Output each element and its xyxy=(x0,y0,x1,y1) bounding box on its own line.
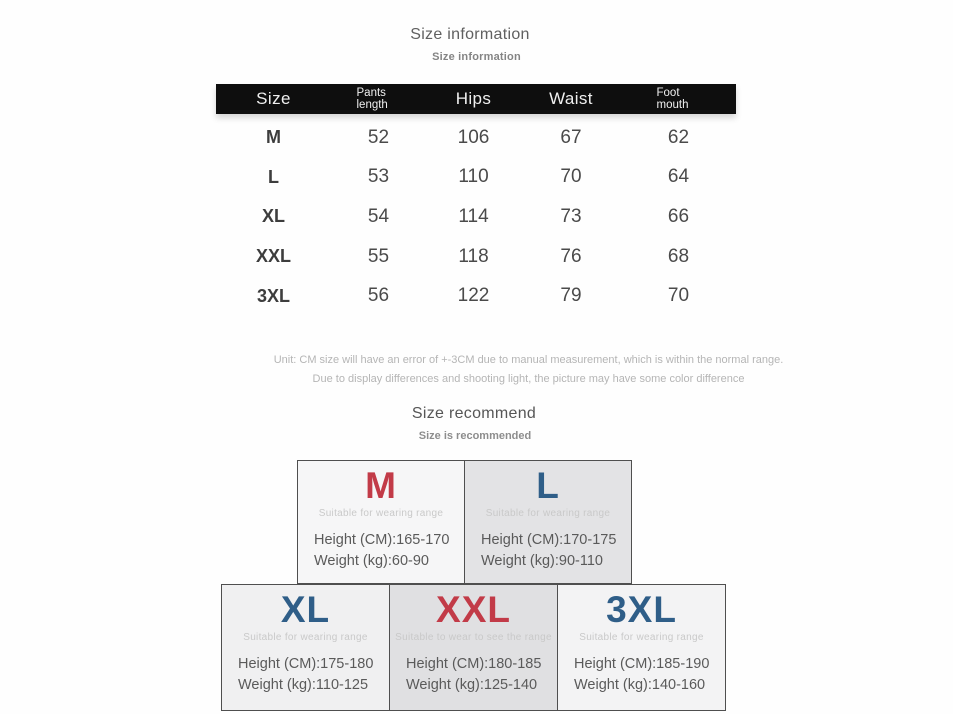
card-height-range: Height (CM):175-180 xyxy=(238,655,374,672)
card-size-label: XXL xyxy=(436,589,511,630)
card-size-label: XL xyxy=(280,589,331,630)
cell-pants-length: 52 xyxy=(367,126,390,148)
table-row-xxl xyxy=(216,237,736,277)
table-row-l xyxy=(216,158,736,198)
recommend-card-xxl xyxy=(389,584,558,711)
card-measurements xyxy=(390,654,557,696)
cell-pants-length: 56 xyxy=(367,285,390,307)
recommend-card-xl xyxy=(221,584,390,711)
cell-size: 3XL xyxy=(256,285,290,306)
cell-foot-mouth: 64 xyxy=(667,166,690,188)
measurement-notes xyxy=(52,351,953,388)
card-height-range: Height (CM):165-170 xyxy=(314,531,450,548)
card-weight-range: Weight (kg):110-125 xyxy=(238,676,369,693)
column-header-hips: Hips xyxy=(455,89,492,108)
size-table-body xyxy=(216,118,736,316)
cell-pants-length: 54 xyxy=(367,205,390,227)
cell-foot-mouth: 70 xyxy=(667,285,690,307)
card-weight-range: Weight (kg):90-110 xyxy=(481,552,603,569)
card-weight-range: Weight (kg):125-140 xyxy=(406,676,538,693)
card-range-label: Suitable to wear to see the range xyxy=(395,631,552,643)
recommend-title: Size recommend xyxy=(411,405,537,422)
column-header-foot-mouth-label: Foot mouth xyxy=(656,86,689,111)
card-height-range: Height (CM):170-175 xyxy=(481,531,617,548)
recommend-subtitle: Size is recommended xyxy=(418,430,532,442)
cell-pants-length: 53 xyxy=(367,166,390,188)
column-header-foot-mouth xyxy=(657,87,701,112)
card-size-label: M xyxy=(365,465,397,506)
cell-foot-mouth: 62 xyxy=(667,126,690,148)
note-color-difference: Due to display differences and shooting light, the picture may have some color difference xyxy=(312,372,745,385)
page-title: Size information xyxy=(410,26,530,43)
card-measurements xyxy=(465,530,631,572)
cell-foot-mouth: 66 xyxy=(667,205,690,227)
cell-waist: 70 xyxy=(560,166,582,188)
recommend-card-m xyxy=(297,460,465,584)
table-row-xl xyxy=(216,197,736,237)
cell-size: XL xyxy=(261,206,285,227)
table-row-m xyxy=(216,118,736,158)
column-header-pants-length-label: Pants length xyxy=(356,86,388,111)
recommend-cards-bottom-row xyxy=(221,584,726,711)
cell-waist: 76 xyxy=(560,245,582,267)
cell-hips: 118 xyxy=(458,245,489,267)
card-range-label: Suitable for wearing range xyxy=(318,507,444,519)
card-size-label: 3XL xyxy=(606,589,677,630)
column-header-size: Size xyxy=(256,89,291,108)
card-measurements xyxy=(298,530,464,572)
note-unit-tolerance: Unit: CM size will have an error of +-3CM due to manual measurement, which is within the normal range. xyxy=(273,354,784,366)
cell-waist: 67 xyxy=(560,126,582,148)
recommend-card-3xl xyxy=(557,584,726,711)
cell-foot-mouth: 68 xyxy=(667,245,690,267)
cell-hips: 114 xyxy=(458,205,489,227)
cell-size: XXL xyxy=(255,246,291,267)
recommend-cards-top-row xyxy=(297,460,632,584)
cell-hips: 106 xyxy=(457,126,490,148)
card-height-range: Height (CM):185-190 xyxy=(574,655,710,672)
cell-waist: 79 xyxy=(560,285,582,307)
card-height-range: Height (CM):180-185 xyxy=(406,655,542,672)
card-weight-range: Weight (kg):60-90 xyxy=(314,552,429,569)
card-range-label: Suitable for wearing range xyxy=(579,631,704,643)
card-range-label: Suitable for wearing range xyxy=(485,507,611,519)
card-measurements xyxy=(222,654,389,696)
cell-hips: 110 xyxy=(458,166,489,188)
card-size-label: L xyxy=(536,465,560,506)
page-subtitle: Size information xyxy=(432,51,521,63)
card-measurements xyxy=(558,654,725,696)
cell-hips: 122 xyxy=(457,285,490,307)
column-header-waist: Waist xyxy=(549,89,593,108)
cell-waist: 73 xyxy=(560,205,582,227)
recommend-card-l xyxy=(464,460,632,584)
cell-size: L xyxy=(268,166,279,187)
size-table-header xyxy=(216,84,736,114)
cell-pants-length: 55 xyxy=(367,245,390,267)
column-header-pants-length xyxy=(357,87,401,112)
card-weight-range: Weight (kg):140-160 xyxy=(574,676,706,693)
table-row-3xl xyxy=(216,276,736,316)
cell-size: M xyxy=(266,127,281,148)
card-range-label: Suitable for wearing range xyxy=(243,631,368,643)
